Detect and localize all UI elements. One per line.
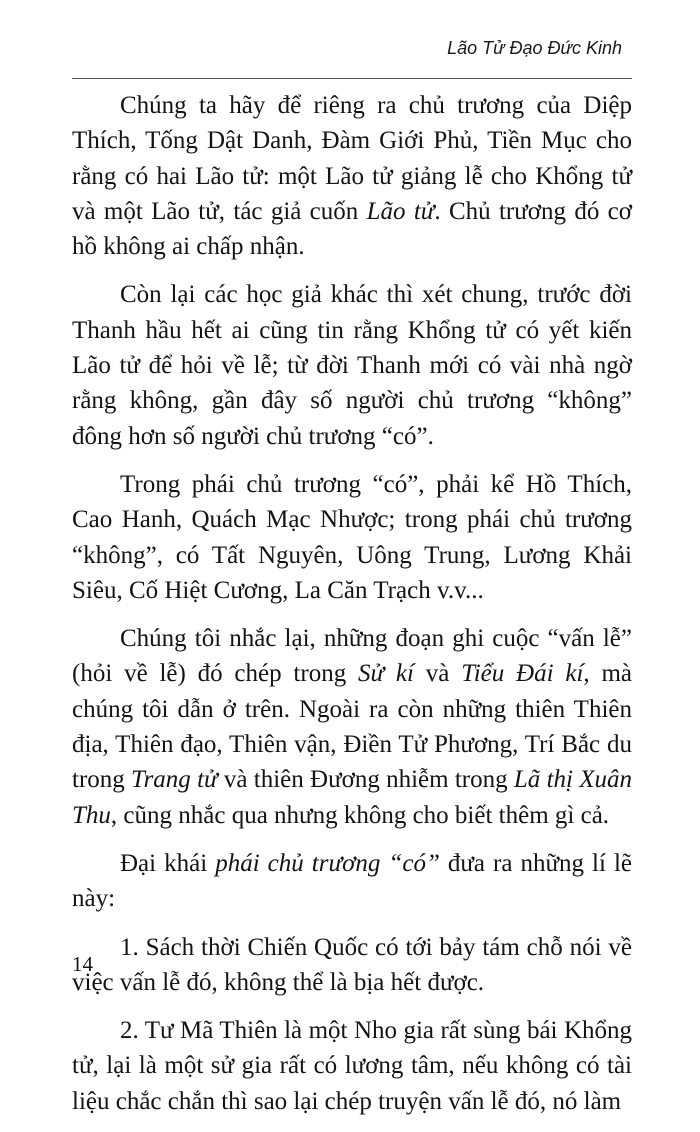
italic-title: Lã thị Xuân Thu <box>72 766 632 829</box>
text-segment: , cũng nhắc qua nhưng không cho biết thêm gì cả. <box>110 801 610 829</box>
text-segment: và <box>413 660 462 688</box>
text-segment: và thiên Đương nhiễm trong <box>217 766 514 794</box>
running-header: Lão Tử Đạo Đức Kinh <box>447 38 622 58</box>
paragraph-1 <box>72 88 632 264</box>
list-item-1 <box>72 930 632 1001</box>
text-segment: . Chủ trương đó cơ hồ không ai chấp nhận. <box>72 197 632 261</box>
text-segment: Đại khái <box>120 849 216 877</box>
list-item-2 <box>72 1013 632 1119</box>
italic-title: Sử kí <box>358 660 414 688</box>
page-body <box>72 88 632 1132</box>
paragraph-4 <box>72 621 632 833</box>
text-segment: Còn lại các học giả khác thì xét chung, trước đời Thanh hầu hết ai cũng tin rằng Khổng tử có yết kiến Lão tử để hỏi về lễ; từ đời Thanh mới có vài nhà ngờ rằng không, gần đây số người chủ trương “không” đông hơn số người chủ trương “có”. <box>72 281 632 450</box>
text-segment: , mà chúng tôi dẫn ở trên. Ngoài ra còn những thiên Thiên địa, Thiên đạo, Thiên vận, Điền Tử Phương, Trí Bắc du trong <box>72 660 632 794</box>
text-segment: Chúng ta hãy để riêng ra chủ trương của Diệp Thích, Tống Dật Danh, Đàm Giới Phủ, Tiền Mục cho rằng có hai Lão tử: một Lão tử giảng lễ cho Khổng tử và một Lão tử, tác giả cuốn <box>72 92 632 225</box>
header-rule <box>72 78 632 79</box>
paragraph-2 <box>72 277 632 453</box>
italic-title: Trang tử <box>131 766 218 794</box>
italic-title: Lão tử <box>366 197 435 225</box>
italic-title: Tiểu Đái kí <box>461 660 584 688</box>
text-segment: đưa ra những lí lẽ này: <box>72 849 632 913</box>
italic-phrase: phái chủ trương “có” <box>215 849 440 877</box>
text-segment: Trong phái chủ trương “có”, phải kể Hồ Thích, Cao Hanh, Quách Mạc Nhược; trong phái chủ trương “không”, có Tất Nguyên, Uông Trung, Lương Khải Siêu, Cố Hiệt Cương, La Căn Trạch v.v... <box>72 470 632 604</box>
paragraph-3 <box>72 467 632 608</box>
paragraph-5 <box>72 846 632 917</box>
text-segment: Chúng tôi nhắc lại, những đoạn ghi cuộc “vấn lễ” (hỏi về lễ) đó chép trong <box>72 625 632 688</box>
page-number: 14 <box>72 952 93 976</box>
text-segment: 2. Tư Mã Thiên là một Nho gia rất sùng bái Khổng tử, lại là một sử gia rất có lương tâm, nếu không có tài liệu chắc chắn thì sao lại chép truyện vấn lễ đó, nó làm <box>72 1017 632 1115</box>
text-segment: 1. Sách thời Chiến Quốc có tới bảy tám chỗ nói về việc vấn lễ đó, không thể là bịa hết được. <box>72 933 632 996</box>
